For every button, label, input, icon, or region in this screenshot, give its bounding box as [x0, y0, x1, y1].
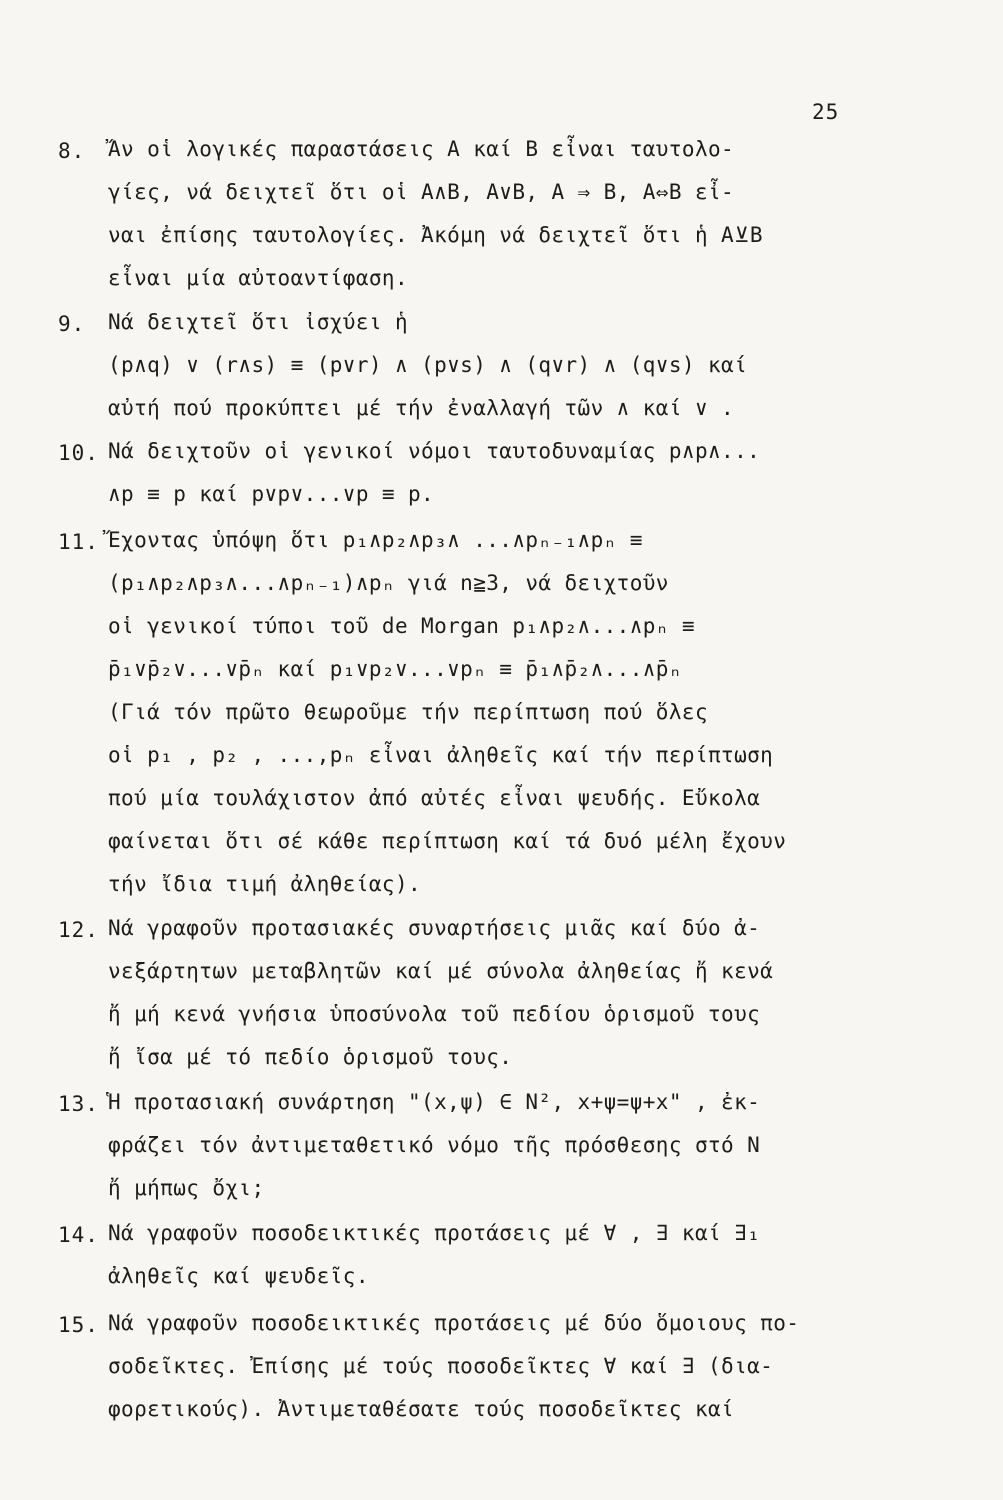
- text-line: πού μία τουλάχιστον ἀπό αὐτές εἶναι ψευδής. Εὔκολα: [108, 786, 761, 810]
- text-line: τήν ἴδια τιμή ἀληθείας).: [108, 872, 422, 896]
- text-line: ἤ ἴσα μέ τό πεδίο ὁρισμοῦ τους.: [108, 1045, 513, 1069]
- text-line: φαίνεται ὅτι σέ κάθε περίπτωση καί τά δυό μέλη ἔχουν: [108, 829, 787, 853]
- exercise-number: 14.: [58, 1223, 99, 1247]
- text-line: Νά δειχτοῦν οἱ γενικοί νόμοι ταυτοδυναμίας p∧p∧...: [108, 439, 761, 463]
- text-line: p̄₁∨p̄₂∨...∨p̄ₙ καί p₁∨p₂∨...∨pₙ ≡ p̄₁∧p̄₂∧...∧p̄ₙ: [108, 657, 682, 681]
- text-line: Νά γραφοῦν προτασιακές συναρτήσεις μιᾶς καί δύο ἀ-: [108, 916, 761, 940]
- text-line: γίες, νά δειχτεῖ ὅτι οἱ A∧B, A∨B, A ⇒ B, A⇔B εἶ-: [108, 180, 735, 204]
- text-line: ναι ἐπίσης ταυτολογίες. Ἀκόμη νά δειχτεῖ ὅτι ἡ A⊻B: [108, 223, 763, 247]
- text-line: ἤ μή κενά γνήσια ὑποσύνολα τοῦ πεδίου ὁρισμοῦ τους: [108, 1002, 761, 1026]
- text-line: νεξάρτητων μεταβλητῶν καί μέ σύνολα ἀληθείας ἤ κενά: [108, 959, 774, 983]
- text-line: (p∧q) ∨ (r∧s) ≡ (p∨r) ∧ (p∨s) ∧ (q∨r) ∧ (q∨s) καί: [108, 353, 748, 377]
- exercise-number: 13.: [58, 1092, 99, 1116]
- exercise-number: 15.: [58, 1313, 99, 1337]
- text-line: Ἄν οἱ λογικές παραστάσεις A καί B εἶναι ταυτολο-: [108, 137, 735, 161]
- text-line: φορετικούς). Ἀντιμεταθέσατε τούς ποσοδεῖκτες καί: [108, 1397, 735, 1421]
- exercise-number: 8.: [58, 139, 86, 163]
- text-line: (p₁∧p₂∧p₃∧...∧pₙ₋₁)∧pₙ γιά n≧3, νά δειχτοῦν: [108, 571, 669, 595]
- exercise-number: 11.: [58, 530, 99, 554]
- text-line: οἱ p₁ , p₂ , ...,pₙ εἶναι ἀληθεῖς καί τήν περίπτωση: [108, 743, 774, 767]
- text-line: (Γιά τόν πρῶτο θεωροῦμε τήν περίπτωση πού ὅλες: [108, 700, 708, 724]
- text-line: σοδεῖκτες. Ἐπίσης μέ τούς ποσοδεῖκτες ∀ καί ∃ (δια-: [108, 1354, 774, 1378]
- exercise-number: 12.: [58, 918, 99, 942]
- text-line: Ἡ προτασιακή συνάρτηση "(x,ψ) ∈ N², x+ψ=ψ+x" , ἐκ-: [108, 1090, 761, 1114]
- text-line: εἶναι μία αὐτοαντίφαση.: [108, 266, 408, 290]
- page-number: 25: [812, 100, 840, 124]
- text-line: Νά δειχτεῖ ὅτι ἰσχύει ἡ: [108, 310, 408, 334]
- text-line: Ἔχοντας ὑπόψη ὅτι p₁∧p₂∧p₃∧ ...∧pₙ₋₁∧pₙ ≡: [108, 528, 643, 552]
- text-line: αὐτή πού προκύπτει μέ τήν ἐναλλαγή τῶν ∧ καί ∨ .: [108, 396, 735, 420]
- text-line: ἀληθεῖς καί ψευδεῖς.: [108, 1264, 369, 1288]
- text-line: οἱ γενικοί τύποι τοῦ de Morgan p₁∧p₂∧...∧pₙ ≡: [108, 614, 695, 638]
- exercise-number: 10.: [58, 441, 99, 465]
- exercise-number: 9.: [58, 312, 86, 336]
- text-line: Νά γραφοῦν ποσοδεικτικές προτάσεις μέ δύο ὅμοιους πο-: [108, 1311, 800, 1335]
- text-line: φράζει τόν ἀντιμεταθετικό νόμο τῆς πρόσθεσης στό N: [108, 1133, 761, 1157]
- text-line: ἤ μήπως ὄχι;: [108, 1176, 265, 1200]
- text-line: ∧p ≡ p καί p∨p∨...∨p ≡ p.: [108, 482, 435, 506]
- text-line: Νά γραφοῦν ποσοδεικτικές προτάσεις μέ ∀ , ∃ καί ∃₁: [108, 1221, 761, 1245]
